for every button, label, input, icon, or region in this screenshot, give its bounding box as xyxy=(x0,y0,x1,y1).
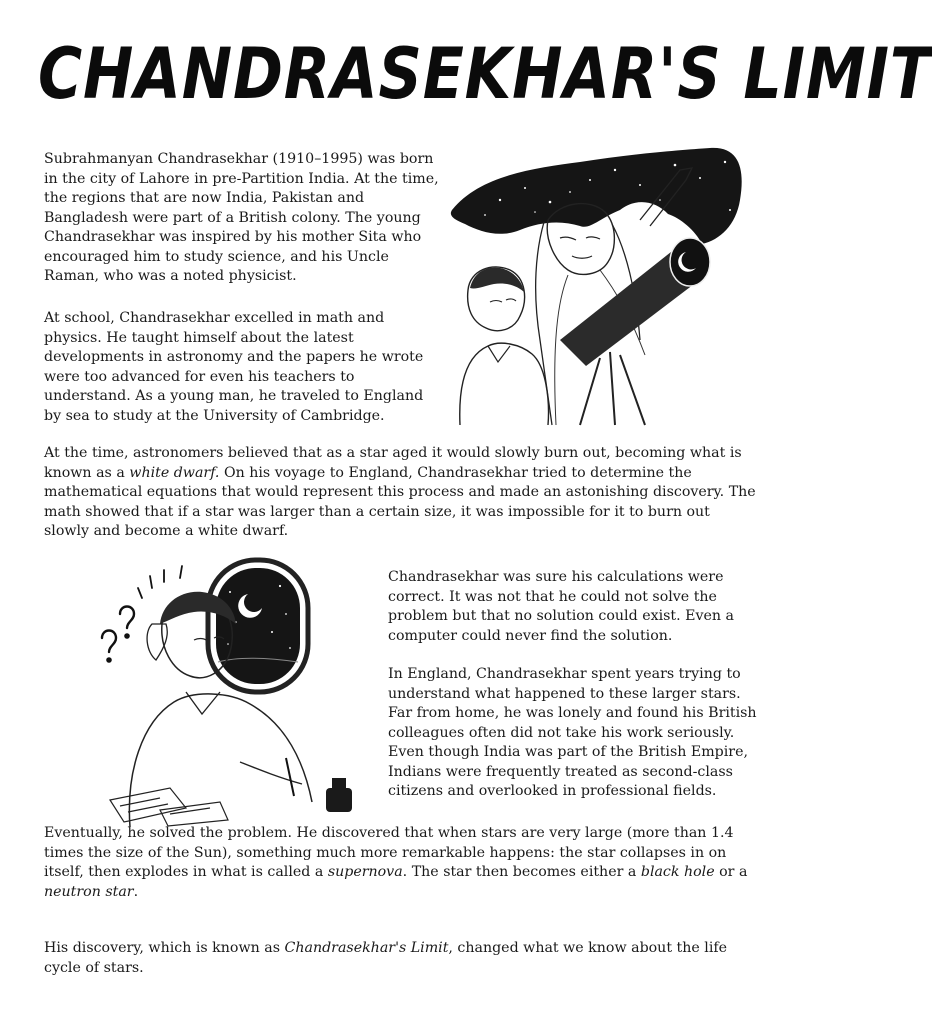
paragraph-early-life: Subrahmanyan Chandrasekhar (1910–1995) was born in the city of Lahore in pre-Partition India. At the time, the regions that are now India, Pakistan and Bangladesh were part of a British colony. The young Chandrasekhar was inspired by his mother Sita who encouraged him to study science, and his Uncle Raman, who was a noted physicist. xyxy=(44,151,439,284)
term-neutron-star: neutron star xyxy=(44,883,134,900)
paragraph-calculations: Chandrasekhar was sure his calculations were correct. It was not that he could not solve the problem but that no solution could exist. Even a computer could never find the solution. xyxy=(388,569,735,644)
text-span: . xyxy=(133,883,139,900)
illustration-stargazing xyxy=(440,140,750,425)
paragraph-limit xyxy=(44,939,756,978)
ink-bottle xyxy=(326,778,352,812)
porthole-window xyxy=(208,560,308,692)
text-span: . The star then becomes either a xyxy=(402,864,641,880)
text-span: At the time, astronomers believed that as a star aged it would slowly burn out, becoming what is known as a xyxy=(44,445,742,481)
illustration-ship-cabin xyxy=(90,552,375,827)
text-span: or a xyxy=(714,864,748,880)
page-title: CHANDRASEKHAR'S LIMIT xyxy=(38,33,932,115)
term-chandrasekhars-limit: Chandrasekhar's Limit xyxy=(284,940,449,956)
text-span: On his voyage to England, Chandrasekhar tried to determine the mathematical equations that would represent this process and made an astonishing discovery. The math showed that if a star was larger than a certain size, it was impossible for it to burn out slowly and become a white dwarf. xyxy=(44,464,756,539)
text-span: His discovery, which is known as xyxy=(44,940,285,956)
paragraph-supernova xyxy=(44,824,756,902)
paragraph-england: In England, Chandrasekhar spent years trying to understand what happened to these larger stars. Far from home, he was lonely and found his British colleagues often did not take his work seriously. Even though India was part of the British Empire, Indians were frequently treated as second-class citizens and overlooked in professional fields. xyxy=(388,666,757,799)
desk-papers xyxy=(110,788,228,826)
paragraph-white-dwarf xyxy=(44,444,756,542)
paragraph-school: At school, Chandrasekhar excelled in math and physics. He taught himself about the latest developments in astronomy and the papers he wrote were too advanced for even his teachers to understand. As a young man, he traveled to England by sea to study at the University of Cambridge. xyxy=(44,310,424,424)
term-black-hole: black hole xyxy=(640,864,715,880)
term-supernova: supernova xyxy=(327,864,403,880)
text-span: , changed what we know about the life cycle of stars. xyxy=(44,940,728,976)
night-sky xyxy=(451,148,742,244)
term-white-dwarf: white dwarf. xyxy=(129,464,220,481)
text-span: Eventually, he solved the problem. He discovered that when stars are very large (more than 1.4 times the size of the Sun), something much more remarkable happens: the star collapses in on itself, then explodes in what is called a xyxy=(44,825,734,880)
